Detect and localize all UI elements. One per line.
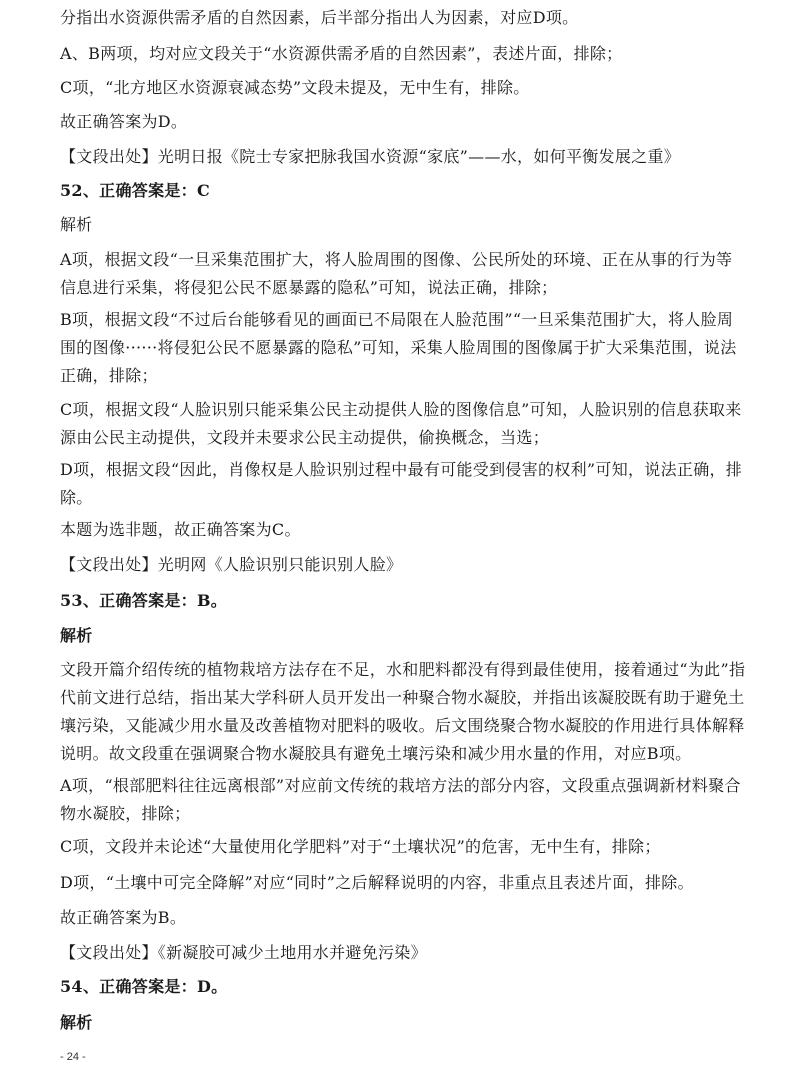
paragraph-1: 分指出水资源供需矛盾的自然因素，后半部分指出人为因素，对应D项。 xyxy=(60,8,579,27)
analysis-label-52: 解析 xyxy=(60,215,93,234)
option-b-analysis-52: B项，根据文段“不过后台能够看见的画面已不局限在人脸范围”“一旦采集范围扩大，将人脸周围的图像······将侵犯公民不愿暴露的隐私”可知，采集人脸周围的图像属于扩大采集范围，说法正确，排除； xyxy=(60,310,737,385)
paragraph-3: C项，“北方地区水资源衰减态势”文段未提及，无中生有，排除。 xyxy=(60,78,530,97)
source-note-51: 【文段出处】光明日报《院士专家把脉我国水资源“家底”——水，如何平衡发展之重》 xyxy=(60,147,681,166)
analysis-label-54: 解析 xyxy=(60,1013,93,1032)
analysis-label-53: 解析 xyxy=(60,626,93,645)
option-c-analysis-52: C项，根据文段“人脸识别只能采集公民主动提供人脸的图像信息”可知，人脸识别的信息获取来源由公民主动提供，文段并未要求公民主动提供，偷换概念，当选； xyxy=(60,400,742,447)
conclusion-53: 故正确答案为B。 xyxy=(60,908,187,927)
answer-heading-52: 52、正确答案是：C xyxy=(60,181,211,200)
option-d-analysis-53: D项，“土壤中可完全降解”对应“同时”之后解释说明的内容，非重点且表述片面，排除。 xyxy=(60,873,694,892)
paragraph-4: 故正确答案为D。 xyxy=(60,112,188,131)
option-d-analysis-52: D项，根据文段“因此，肖像权是人脸识别过程中最有可能受到侵害的权利”可知，说法正确，排除。 xyxy=(60,460,743,507)
source-note-52: 【文段出处】光明网《人脸识别只能识别人脸》 xyxy=(60,555,403,574)
option-c-analysis-53: C项，文段并未论述“大量使用化学肥料”对于“土壤状况”的危害，无中生有，排除； xyxy=(60,837,661,856)
option-a-analysis-52: A项，根据文段“一旦采集范围扩大，将人脸周围的图像、公民所处的环境、正在从事的行为等信息进行采集，将侵犯公民不愿暴露的隐私”可知，说法正确，排除； xyxy=(60,250,733,297)
passage-analysis-53: 文段开篇介绍传统的植物栽培方法存在不足，水和肥料都没有得到最佳使用，接着通过“为此”指代前文进行总结，指出某大学科研人员开发出一种聚合物水凝胶，并指出该凝胶既有助于避免土壤污染，又能减少用水量及改善植物对肥料的吸收。后文围绕聚合物水凝胶的作用进行具体解释说明。故文段重在强调聚合物水凝胶具有避免土壤污染和减少用水量的作用，对应B项。 xyxy=(60,660,746,763)
option-a-analysis-53: A项，“根部肥料往往远离根部”对应前文传统的栽培方法的部分内容，文段重点强调新材料聚合物水凝胶，排除； xyxy=(60,776,741,823)
answer-heading-54: 54、正确答案是：D。 xyxy=(60,977,228,996)
conclusion-52: 本题为选非题，故正确答案为C。 xyxy=(60,520,301,539)
page-number: - 24 - xyxy=(60,1051,86,1063)
paragraph-2: A、B两项，均对应文段关于“水资源供需矛盾的自然因素”，表述片面，排除； xyxy=(60,44,623,63)
answer-heading-53: 53、正确答案是：B。 xyxy=(60,591,228,610)
source-note-53: 【文段出处】《新凝胶可减少土地用水并避免污染》 xyxy=(60,943,427,962)
